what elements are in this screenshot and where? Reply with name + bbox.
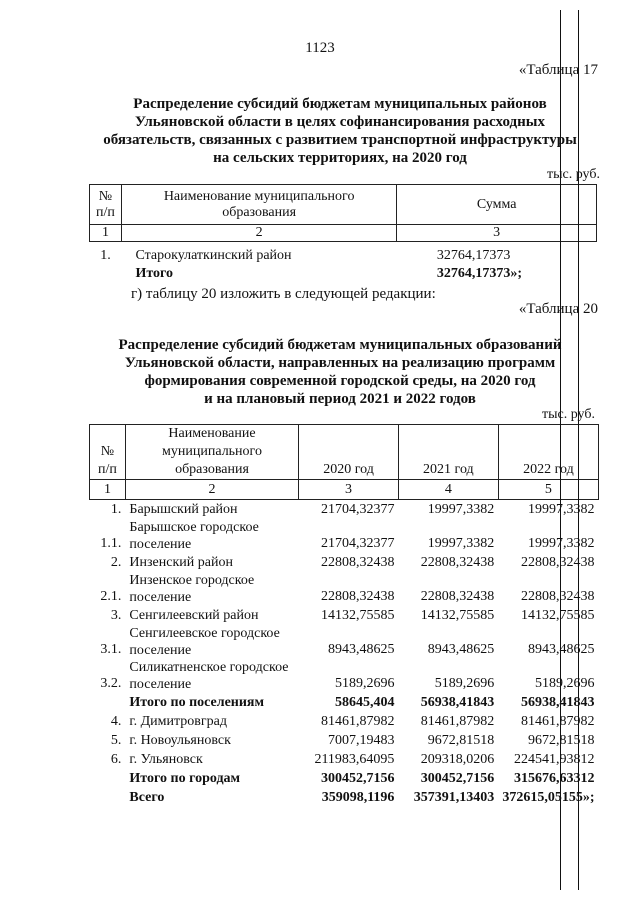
row-2020: 5189,2696 [334, 676, 395, 691]
row-num: 3. [110, 608, 122, 623]
table20 [89, 424, 599, 807]
row-2021: 8943,48625 [427, 642, 495, 657]
table20-colnum: 5 [498, 480, 598, 500]
row-name: Старокулаткинский район [135, 247, 292, 263]
row-num: 1. [110, 502, 122, 517]
row-2021: 14132,75585 [420, 608, 495, 623]
row-name: Итого по городам [129, 771, 241, 786]
table-row [90, 659, 599, 693]
row-num: 3.2. [100, 676, 122, 691]
row-2022: 372615,05155»; [502, 790, 595, 805]
table20-title-line: формирования современной городской среды, на 2020 год [144, 373, 536, 389]
table17-label: «Таблица 17 [518, 62, 598, 78]
table20-title-line: Ульяновской области, направленных на реализацию программ [124, 355, 556, 371]
table20-title [60, 336, 620, 408]
table17-header-num: № п/п [90, 185, 122, 225]
row-name: Барышское городское поселение [129, 520, 259, 552]
table20-label: «Таблица 20 [518, 301, 598, 317]
row-2021: 56938,41843 [420, 695, 495, 710]
table20-header-2021: 2021 год [398, 425, 498, 480]
row-2020: 7007,19483 [327, 733, 395, 748]
table20-colnum: 4 [398, 480, 498, 500]
scan-line [578, 10, 579, 890]
row-2020: 359098,1196 [321, 790, 395, 805]
table17 [89, 184, 597, 284]
row-2022: 224541,93812 [514, 752, 595, 767]
row-num [90, 788, 126, 807]
row-2020: 21704,32377 [320, 536, 395, 551]
table-row [90, 750, 599, 769]
table-row-subtotal [90, 769, 599, 788]
row-2021: 81461,87982 [420, 714, 495, 729]
table17-title-line: Ульяновской области в целях софинансирования расходных [135, 114, 545, 130]
row-2020: 211983,64095 [314, 752, 395, 767]
row-name: Силикатненское городское поселение [129, 660, 289, 692]
row-2021: 5189,2696 [434, 676, 495, 691]
row-2021: 9672,81518 [427, 733, 495, 748]
row-num [90, 693, 126, 712]
row-name: Всего [129, 790, 165, 805]
row-2020: 22808,32438 [320, 589, 395, 604]
table-row [90, 731, 599, 750]
row-name: Итого по поселениям [129, 695, 265, 710]
row-name: г. Димитровград [129, 714, 227, 729]
table17-title [60, 95, 620, 167]
row-2021: 22808,32438 [420, 589, 495, 604]
row-2020: 8943,48625 [327, 642, 395, 657]
table17-colnum: 2 [121, 225, 396, 242]
table17-header-sum: Сумма [397, 185, 597, 225]
row-num: 4. [110, 714, 122, 729]
table17-title-line: обязательств, связанных с развитием транспортной инфраструктуры [103, 132, 577, 148]
scan-line [560, 10, 561, 890]
page-number: 1123 [305, 40, 335, 56]
row-2021: 209318,0206 [420, 752, 495, 767]
table17-title-line: Распределение субсидий бюджетам муниципальных районов [133, 96, 547, 112]
table20-unit: тыс. руб. [542, 407, 595, 422]
table-row-total [90, 788, 599, 807]
table20-title-line: Распределение субсидий бюджетам муниципальных образований [118, 337, 562, 353]
row-sum: 32764,17373 [436, 247, 511, 263]
table-row [90, 625, 599, 659]
row-2020: 14132,75585 [320, 608, 395, 623]
row-num: 1.1. [100, 536, 122, 551]
table20-colnum: 2 [125, 480, 298, 500]
table-row [90, 553, 599, 572]
row-2020: 81461,87982 [320, 714, 395, 729]
row-name: Сенгилеевское городское поселение [129, 626, 280, 658]
table-row-subtotal [90, 693, 599, 712]
row-num: 6. [110, 752, 122, 767]
row-num: 2. [110, 555, 122, 570]
instruction-text: г) таблицу 20 изложить в следующей редакции: [131, 286, 436, 302]
table-row [90, 712, 599, 731]
row-2022: 315676,63312 [514, 771, 595, 786]
table-row [90, 500, 599, 520]
row-2022: 81461,87982 [521, 714, 595, 729]
table-row [90, 242, 597, 264]
row-name: Инзенское городское поселение [129, 573, 255, 605]
table17-title-line: на сельских территориях, на 2020 год [213, 150, 467, 166]
table20-header-2020: 2020 год [299, 425, 399, 480]
row-2021: 19997,3382 [427, 536, 495, 551]
row-name: г. Ульяновск [129, 752, 203, 767]
row-2021: 22808,32438 [420, 555, 495, 570]
row-2021: 300452,7156 [420, 771, 495, 786]
row-2020: 21704,32377 [320, 502, 395, 517]
row-name: г. Новоульяновск [129, 733, 231, 748]
row-num: 5. [110, 733, 122, 748]
table-row [90, 519, 599, 553]
row-2020: 300452,7156 [320, 771, 395, 786]
row-name: Сенгилеевский район [129, 608, 259, 623]
row-2022: 19997,3382 [528, 536, 595, 551]
row-name: Барышский район [129, 502, 238, 517]
total-sum: 32764,17373»; [436, 265, 522, 281]
row-num: 2.1. [100, 589, 122, 604]
row-2022: 19997,3382 [528, 502, 595, 517]
table20-colnum: 1 [90, 480, 126, 500]
row-2022: 8943,48625 [528, 642, 595, 657]
row-2022: 14132,75585 [521, 608, 595, 623]
row-num: 1. [100, 247, 111, 263]
total-label: Итого [135, 265, 174, 281]
row-2020: 58645,404 [334, 695, 395, 710]
table17-colnum: 1 [90, 225, 122, 242]
table17-header-name: Наименование муниципального образования [121, 185, 396, 225]
row-2022: 22808,32438 [521, 589, 595, 604]
table-row [90, 606, 599, 625]
table20-colnum: 3 [299, 480, 399, 500]
table20-header-name: Наименование муниципального образования [125, 425, 298, 480]
table17-unit: тыс. руб. [547, 167, 600, 182]
row-2021: 357391,13403 [413, 790, 495, 805]
row-2022: 9672,81518 [528, 733, 595, 748]
row-2022: 22808,32438 [521, 555, 595, 570]
table-row-total [90, 264, 597, 284]
row-2022: 56938,41843 [521, 695, 595, 710]
row-2021: 19997,3382 [427, 502, 495, 517]
table20-title-line: и на плановый период 2021 и 2022 годов [204, 391, 476, 407]
table20-header-2022: 2022 год [498, 425, 598, 480]
row-name: Инзенский район [129, 555, 233, 570]
row-2020: 22808,32438 [320, 555, 395, 570]
table17-colnum: 3 [397, 225, 597, 242]
row-2022: 5189,2696 [535, 676, 595, 691]
row-num: 3.1. [100, 642, 122, 657]
table20-header-num: № п/п [90, 425, 126, 480]
row-num [90, 769, 126, 788]
table-row [90, 572, 599, 606]
